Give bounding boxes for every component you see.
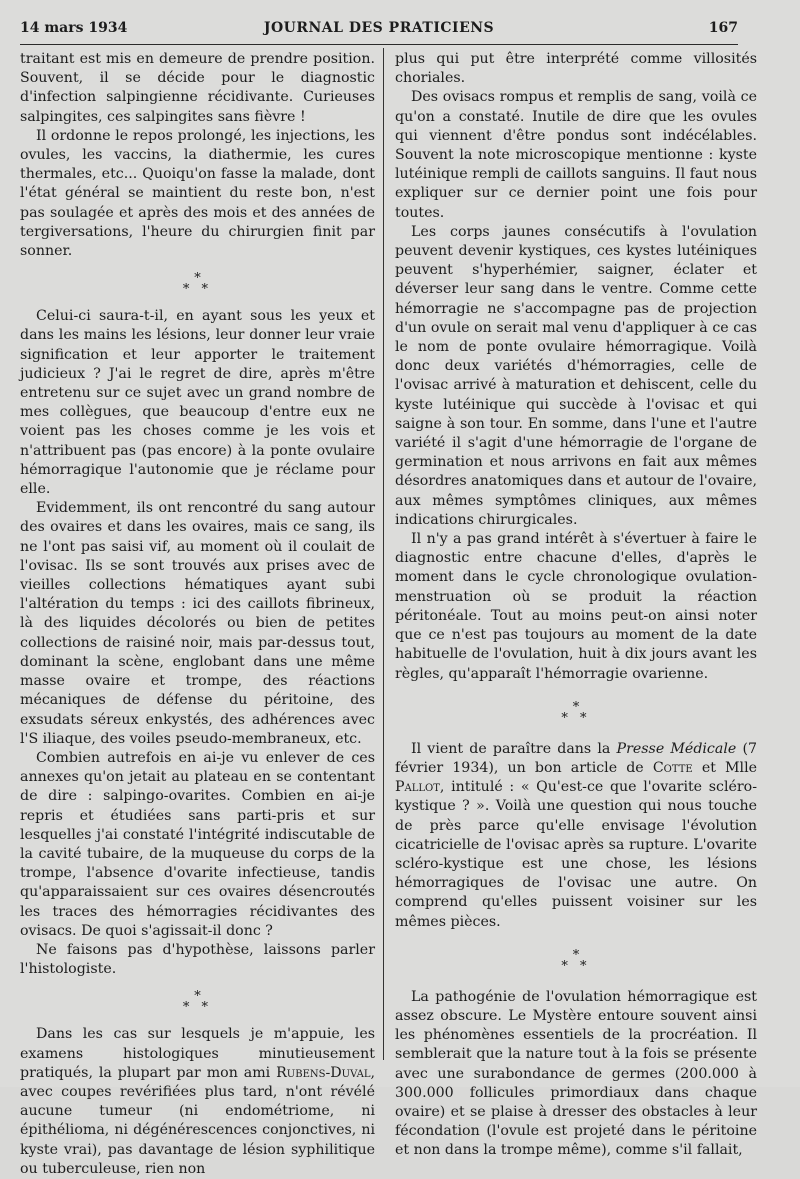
author-name: Pallot [395,779,440,796]
right-column [395,50,757,1161]
paragraph: plus qui put être interprété comme villosités choriales. [395,51,757,87]
column-divider [383,48,384,1060]
paragraph: Celui-ci saura-t-il, en ayant sous les yeux et dans les mains les lésions, leur donner leur vraie signification et leur apporter le traitement judicieux ? J'ai le regret de dire, après m'être entretenu sur ce sujet avec un grand nombre de mes collègues, que beaucoup d'entre eux ne voient pas les choses comme je les vois et n'attribuent pas (pas encore) à la ponte ovulaire hémorragique l'autonomie que je réclame pour elle. [20,308,375,498]
paragraph: Il ordonne le repos prolongé, les injections, les ovules, les vaccins, la diathermie, les cures thermales, etc... Quoiqu'on fasse la malade, dont l'état général se maintient du reste bon, n'est pas soulagée et après des mois et des années de tergiversations, l'heure du chirurgien finit par sonner. [20,127,375,260]
section-separator: * * * [182,271,213,298]
paragraph: traitant est mis en demeure de prendre position. Souvent, il se décide pour le diagnostic d'infection salpingienne récidivante. Curieuses salpingites, ces salpingites sans fièvre ! [20,51,375,125]
author-name: Rubens-Duval [276,1064,371,1081]
author-name: Cotte [652,759,693,776]
paragraph: Les corps jaunes consécutifs à l'ovulation peuvent devenir kystiques, ces kystes lutéiniques peuvent s'hyperhémier, saigner, éclater et déverser leur sang dans le ventre. Comme cette hémorragie ne s'accompagne pas de projection d'un ovule on serait mal venu d'appliquer à ce cas le nom de ponte ovulaire hémorragique. Voilà donc deux variétés d'hémorragies, celle de l'ovisac arrivé à maturation et dehiscent, celle du kyste lutéinique qui succède à l'ovisac et qui saigne à son tour. En somme, dans l'une et l'autre variété il s'agit d'une hémorragie de l'organe de germination et nous arrivons en fait aux mêmes désordres anatomiques dans et autour de l'ovaire, aux mêmes symptômes cliniques, aux mêmes indications chirurgicales. [395,223,757,528]
running-header [20,18,738,45]
section-separator: * * * [561,947,591,974]
issue-date: 14 mars 1934 [20,20,128,36]
paragraph: Combien autrefois en ai-je vu enlever de ces annexes qu'on jetait au plateau en se contentant de dire : salpingo-ovarites. Combien en ai-je repris et étudiées sans parti-pris et sur lesquelles j'ai constaté l'intégrité indiscutable de la cavité tubaire, de la muqueuse du corps de la trompe, l'absence d'ovarite infectieuse, tandis qu'apparaissaient sur ces ovaires désencroutés les traces des hémorragies récidivantes des ovisacs. De quoi s'agissait-il donc ? [20,749,375,939]
journal-reference: Presse Médicale [616,740,737,757]
left-column [20,50,375,1179]
paragraph: Il n'y a pas grand intérêt à s'évertuer à faire le diagnostic entre chacune d'elles, d'après le moment dans le cycle chronologique ovulation-menstruation où se produit la réaction péritonéale. Tout au moins peut-on ainsi noter que ce n'est pas toujours au moment de la date habituelle de l'ovulation, huit à dix jours avant les règles, qu'apparaît l'hémorragie ovarienne. [395,531,757,682]
journal-title: JOURNAL DES PRATICIENS [263,20,495,36]
page-number: 167 [708,20,738,36]
paragraph: Dans les cas sur lesquels je m'appuie, les examens histologiques minutieusement pratiqués, la plupart par mon ami Rubens-Duval, avec coupes revérifiées plus tard, n'ont révélé aucune tumeur (ni endométriome, ni épithélioma, ni dégénérescences conjonctives, ni kyste vrai), pas davantage de lésion syphilitique ou tuberculeuse, rien non [20,1026,376,1177]
paragraph: La pathogénie de l'ovulation hémorragique est assez obscure. Le Mystère entoure souvent ainsi les phénomènes essentiels de la procréation. Il semblerait que la nature tout à la fois se présente avec une surabondance de germes (200.000 à 300.000 follicules primordiaux dans chaque ovaire) et se plaise à dresser des obstacles à leur fécondation (l'ovule est projeté dans le péritoine et non dans la trompe même), comme s'il fallait, [395,988,757,1159]
section-separator: * * * [561,699,591,726]
paragraph: Ne faisons pas d'hypothèse, laissons parler l'histologiste. [20,941,375,978]
paragraph: Des ovisacs rompus et remplis de sang, voilà ce qu'on a constaté. Inutile de dire que les ovules qui viennent d'être pondus sont indécélables. Souvent la note microscopique mentionne : kyste lutéinique rempli de caillots sanguins. Il faut nous expliquer sur ce dernier point une fois pour toutes. [395,89,757,221]
paragraph: Il vient de paraître dans la Presse Médicale (7 février 1934), un bon article de Cotte et Mlle Pallot, intitulé : « Qu'est-ce que l'ovarite scléro-kystique ? ». Voilà une question qui nous touche de près parce qu'elle envisage l'évolution cicatricielle de l'ovisac après sa rupture. L'ovarite scléro-kystique est une chose, les lésions hémorragiques de l'ovisac une autre. On comprend qu'elles puissent voisiner sur les mêmes pièces. [395,740,758,930]
paragraph: Evidemment, ils ont rencontré du sang autour des ovaires et dans les ovaires, mais ce sang, ils ne l'ont pas saisi vif, au moment où il coulait de l'ovisac. Ils se sont trouvés aux prises avec de vieilles collections hématiques ayant subi l'altération du temps : ici des caillots fibrineux, là des liquides décolorés ou bien de petites collections de raisiné noir, mais par-dessus tout, dominant la scène, englobant dans une même masse ovaire et trompe, des réactions mécaniques de défense du péritoine, des exsudats séreux enkystés, des adhérences avec l'S iliaque, des voiles pseudo-membraneux, etc. [20,500,375,747]
section-separator: * * * [182,989,213,1016]
